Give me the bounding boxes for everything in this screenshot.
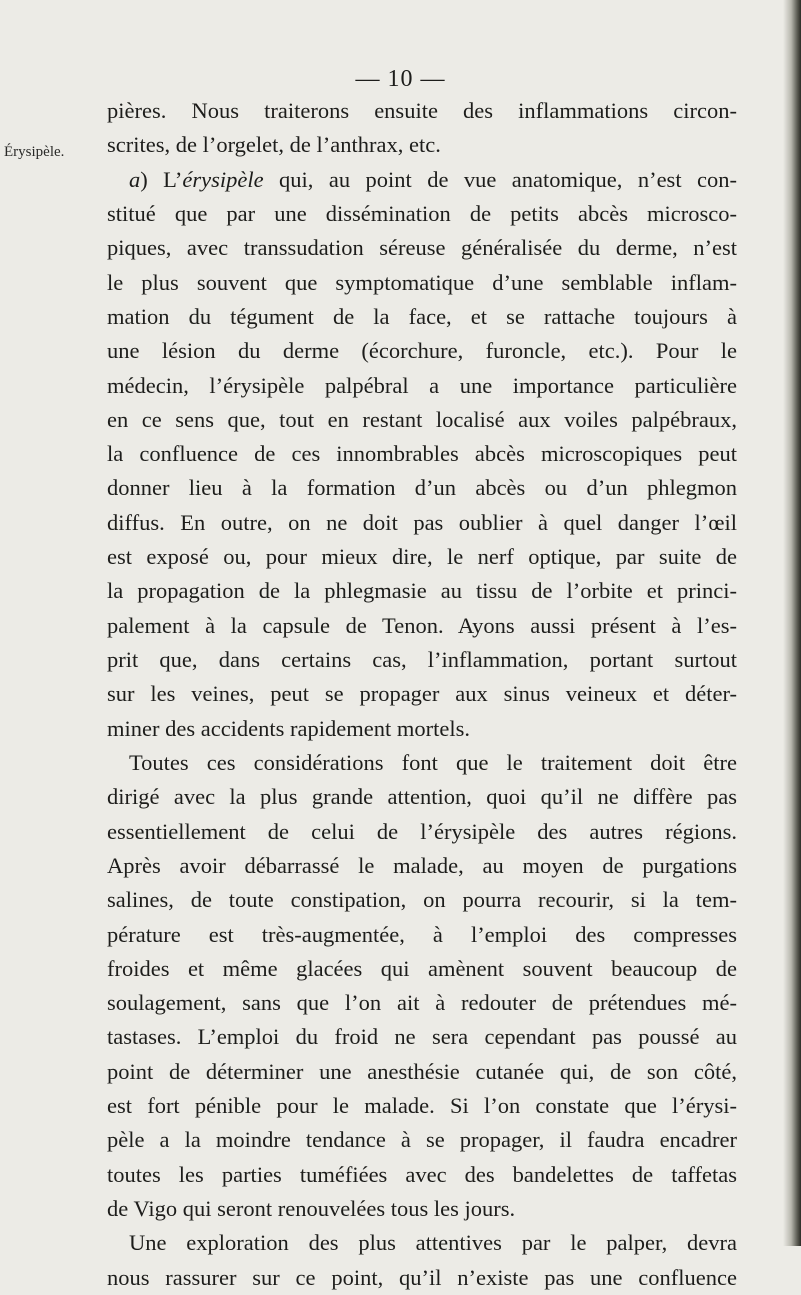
line-text: salines, de toute constipation, on pourra recourir, si la tem-	[107, 887, 737, 913]
text-line	[107, 94, 737, 128]
text-line	[107, 918, 737, 952]
line-text: palement à la capsule de Tenon. Ayons aussi présent à l’es-	[107, 612, 737, 638]
line-text: mation du tégument de la face, et se rattache toujours à	[107, 303, 737, 329]
text-line	[107, 1089, 737, 1123]
text-line	[107, 677, 737, 711]
line-text: sur les veines, peut se propager aux sinus veineux et déter-	[107, 681, 737, 707]
text-line	[107, 849, 737, 883]
text-line	[107, 1158, 737, 1192]
page-number: — 10 —	[355, 66, 446, 92]
page-edge-shadow	[783, 0, 801, 1246]
text-line	[107, 883, 737, 917]
text-line	[107, 266, 737, 300]
line-text: scrites, de l’orgelet, de l’anthrax, etc.	[107, 132, 441, 158]
line-text: médecin, l’érysipèle palpébral a une importance particulière	[107, 372, 737, 398]
text-line	[107, 1261, 737, 1295]
text-line	[107, 643, 737, 677]
line-text: donner lieu à la formation d’un abcès ou d’un phlegmon	[107, 475, 737, 501]
text-prefix: ) L’	[140, 166, 183, 192]
text-line	[107, 746, 737, 780]
line-text: en ce sens que, tout en restant localisé aux voiles palpébraux,	[107, 406, 737, 432]
line-text: est exposé ou, pour mieux dire, le nerf optique, par suite de	[107, 544, 737, 570]
text-line	[107, 1020, 737, 1054]
line-text: froides et même glacées qui amènent souvent beaucoup de	[107, 955, 737, 981]
margin-note: Érysipèle.	[4, 144, 65, 160]
line-text: toutes les parties tuméfiées avec des bandelettes de taffetas	[107, 1161, 737, 1187]
line-text: miner des accidents rapidement mortels.	[107, 715, 470, 741]
text-line	[107, 506, 737, 540]
line-text: prit que, dans certains cas, l’inflammation, portant surtout	[107, 647, 737, 672]
text-line	[107, 437, 737, 471]
text-line	[107, 334, 737, 368]
line-text: pérature est très-augmentée, à l’emploi des compresses	[107, 921, 737, 947]
line-text: pières. Nous traiterons ensuite des inflammations circon-	[107, 98, 737, 123]
text-line	[107, 1055, 737, 1089]
line-text: Toutes ces considérations font que le traitement doit être	[129, 749, 737, 775]
line-text: essentiellement de celui de l’érysipèle des autres régions.	[107, 818, 737, 844]
body-text	[107, 94, 737, 1295]
text-line	[107, 952, 737, 986]
text-line	[107, 609, 737, 643]
text-line	[107, 574, 737, 608]
line-text: Après avoir débarrassé le malade, au moyen de purgations	[107, 852, 737, 878]
text-line	[107, 1123, 737, 1157]
text-line	[107, 300, 737, 334]
text-line	[107, 471, 737, 505]
line-text: soulagement, sans que l’on ait à redouter de prétendues mé-	[107, 990, 737, 1016]
text-line	[107, 163, 737, 197]
line-text: qui, au point de vue anatomique, n’est con-	[263, 166, 737, 192]
text-line	[107, 815, 737, 849]
text-line	[107, 128, 737, 162]
text-line	[107, 197, 737, 231]
line-text: la propagation de la phlegmasie au tissu de l’orbite et princi-	[107, 578, 737, 604]
list-marker: a	[129, 166, 141, 192]
line-text: le plus souvent que symptomatique d’une semblable inflam-	[107, 269, 737, 295]
text-line	[107, 403, 737, 437]
text-line	[107, 986, 737, 1020]
line-text: de Vigo qui seront renouvelées tous les jours.	[107, 1196, 516, 1221]
text-line	[107, 712, 737, 746]
line-text: tastases. L’emploi du froid ne sera cependant pas poussé au	[107, 1024, 737, 1050]
line-text: dirigé avec la plus grande attention, quoi qu’il ne diffère pas	[107, 784, 737, 810]
line-text: la confluence de ces innombrables abcès microscopiques peut	[107, 441, 737, 467]
line-text: point de déterminer une anesthésie cutanée qui, de son côté,	[107, 1058, 737, 1084]
text-line	[107, 1226, 737, 1260]
line-text: piques, avec transsudation séreuse généralisée du derme, n’est	[107, 235, 737, 261]
text-line	[107, 780, 737, 814]
text-line	[107, 540, 737, 574]
line-text: stitué que par une dissémination de petits abcès microsco-	[107, 200, 737, 226]
text-line	[107, 1192, 737, 1226]
line-text: diffus. En outre, on ne doit pas oublier à quel danger l’œil	[107, 509, 737, 535]
text-line	[107, 369, 737, 403]
line-text: nous rassurer sur ce point, qu’il n’existe pas une confluence	[107, 1264, 737, 1290]
line-text: une lésion du derme (écorchure, furoncle, etc.). Pour le	[107, 338, 737, 364]
text-line	[107, 231, 737, 265]
line-text: Une exploration des plus attentives par le palper, devra	[129, 1230, 737, 1256]
italic-term: érysipèle	[182, 166, 264, 192]
line-text: est fort pénible pour le malade. Si l’on constate que l’érysi-	[107, 1093, 737, 1119]
line-text: pèle a la moindre tendance à se propager, il faudra encadrer	[107, 1127, 737, 1153]
